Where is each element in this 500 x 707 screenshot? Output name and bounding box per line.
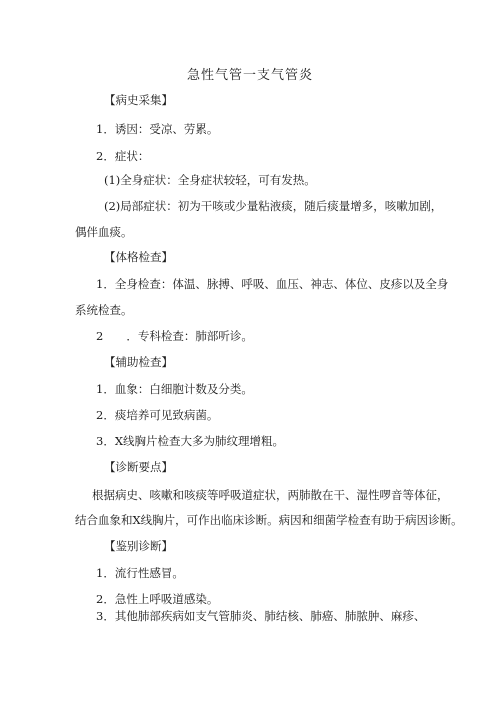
differential-line-3: 3．其他肺部疾病如支气管肺炎、肺结核、肺癌、肺脓肿、麻疹、: [96, 609, 426, 623]
section-heading-diagnosis: 【诊断要点】: [104, 460, 173, 474]
differential-line-2: 2．急性上呼吸道感染。: [96, 592, 219, 606]
auxiliary-line-2: 2．痰培养可见致病菌。: [96, 408, 219, 422]
physical-line-2: 系统检查。: [75, 303, 133, 317]
document-title: 急性气管一支气管炎: [186, 68, 313, 83]
section-heading-physical: 【体格检查】: [104, 250, 173, 264]
auxiliary-line-1: 1．血象：白细胞计数及分类。: [96, 382, 253, 396]
physical-line-3: 2 ．专科检查：肺部听诊。: [96, 329, 253, 343]
auxiliary-line-3: 3．X线胸片检查大多为肺纹理增粗。: [96, 434, 285, 448]
diagnosis-line-1: 根据病史、咳嗽和咳痰等呼吸道症状，两肺散在干、湿性啰音等体征，: [92, 488, 449, 502]
history-line-3: (1)全身症状：全身症状较轻，可有发热。: [104, 173, 316, 187]
history-line-4: (2)局部症状：初为干咳或少量粘液痰，随后痰量增多，咳嗽加剧，: [104, 199, 443, 213]
differential-line-1: 1．流行性感冒。: [96, 566, 184, 580]
diagnosis-line-2: 结合血象和X线胸片，可作出临床诊断。病因和细菌学检查有助于病因诊断。: [75, 513, 463, 527]
section-heading-history: 【病史采集】: [104, 93, 173, 107]
history-line-5: 偶伴血痰。: [75, 225, 133, 239]
physical-line-1: 1．全身检查：体温、脉搏、呼吸、血压、神志、体位、皮疹以及全身: [96, 277, 449, 291]
section-heading-auxiliary: 【辅助检查】: [104, 355, 173, 369]
history-line-2: 2．症状：: [96, 149, 150, 163]
history-line-1: 1．诱因：受凉、劳累。: [96, 122, 219, 136]
section-heading-differential: 【鉴别诊断】: [104, 539, 173, 553]
